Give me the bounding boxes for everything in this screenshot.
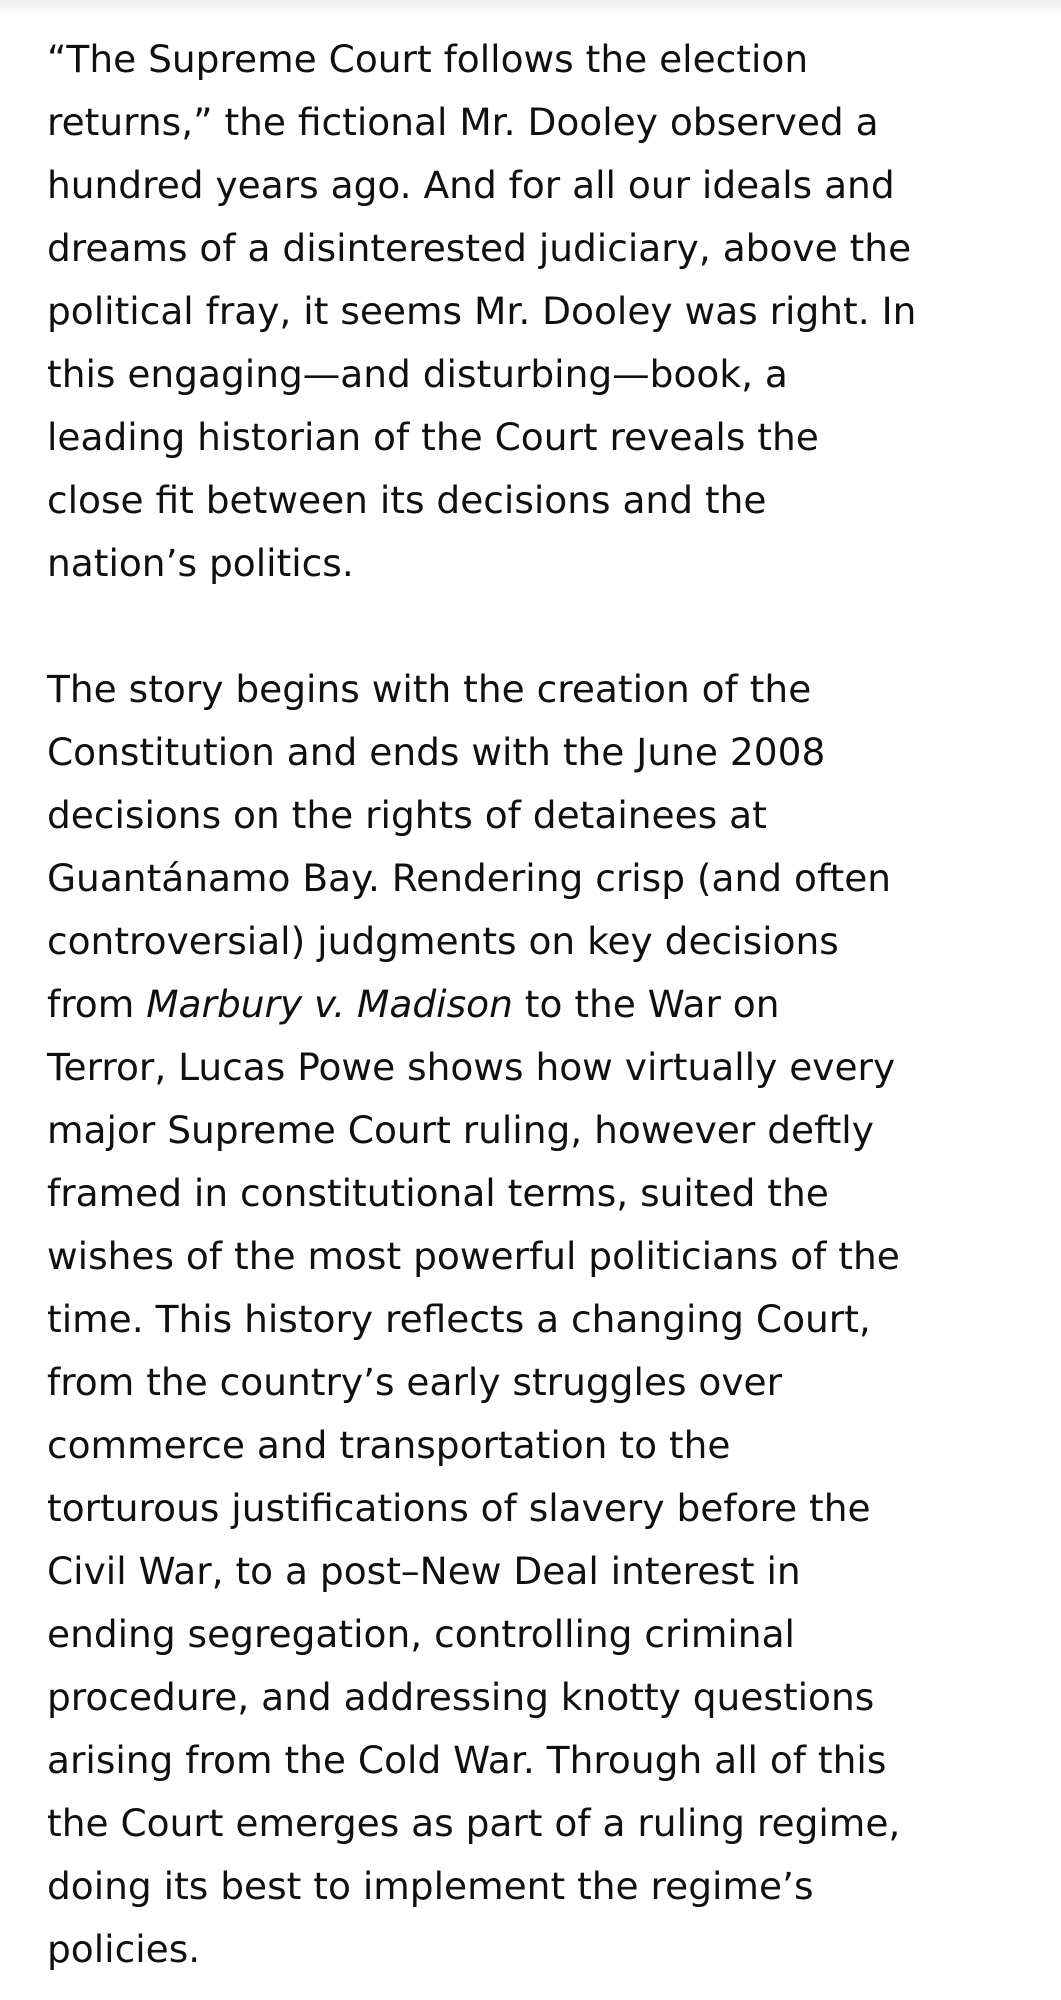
text-line: political fray, it seems Mr. Dooley was right. In [47, 289, 917, 333]
text-line: from the country’s early struggles over [47, 1360, 783, 1404]
description-paragraph-1 [47, 28, 1047, 595]
text-line: time. This history reflects a changing Court, [47, 1297, 871, 1341]
text-line: nation’s politics. [47, 541, 354, 585]
text-line: leading historian of the Court reveals the [47, 415, 819, 459]
text-line: “The Supreme Court follows the election [47, 37, 809, 81]
text-line: Terror, Lucas Powe shows how virtually every [47, 1045, 896, 1089]
paragraph-spacer [47, 595, 1047, 658]
text-line: Constitution and ends with the June 2008 [47, 730, 826, 774]
text-line: Guantánamo Bay. Rendering crisp (and often [47, 856, 892, 900]
text-line: commerce and transportation to the [47, 1423, 731, 1467]
text-line: major Supreme Court ruling, however deftly [47, 1108, 874, 1152]
text-line: Civil War, to a post–New Deal interest in [47, 1549, 801, 1593]
text-line: decisions on the rights of detainees at [47, 793, 767, 837]
case-name-italic: Marbury v. Madison [146, 982, 513, 1026]
text-line: arising from the Cold War. Through all of this [47, 1738, 887, 1782]
book-description [47, 28, 1047, 1981]
text-fragment: to the War on [512, 982, 780, 1026]
text-line: doing its best to implement the regime’s [47, 1864, 814, 1908]
text-line: returns,” the fictional Mr. Dooley observed a [47, 100, 879, 144]
text-line: framed in constitutional terms, suited the [47, 1171, 829, 1215]
text-line: policies. [47, 1927, 201, 1971]
top-edge-shadow [0, 0, 1061, 14]
text-line: the Court emerges as part of a ruling regime, [47, 1801, 901, 1845]
text-line: hundred years ago. And for all our ideals and [47, 163, 895, 207]
text-line: dreams of a disinterested judiciary, above the [47, 226, 912, 270]
text-line: procedure, and addressing knotty questions [47, 1675, 875, 1719]
text-line: wishes of the most powerful politicians of the [47, 1234, 900, 1278]
text-line-with-case-name [47, 973, 1047, 1036]
text-line: torturous justifications of slavery before the [47, 1486, 871, 1530]
text-line: The story begins with the creation of the [47, 667, 812, 711]
description-paragraph-2 [47, 658, 1047, 1981]
text-line: controversial) judgments on key decisions [47, 919, 839, 963]
text-line: close fit between its decisions and the [47, 478, 767, 522]
text-line: this engaging—and disturbing—book, a [47, 352, 788, 396]
text-line: ending segregation, controlling criminal [47, 1612, 795, 1656]
text-fragment: from [47, 982, 147, 1026]
